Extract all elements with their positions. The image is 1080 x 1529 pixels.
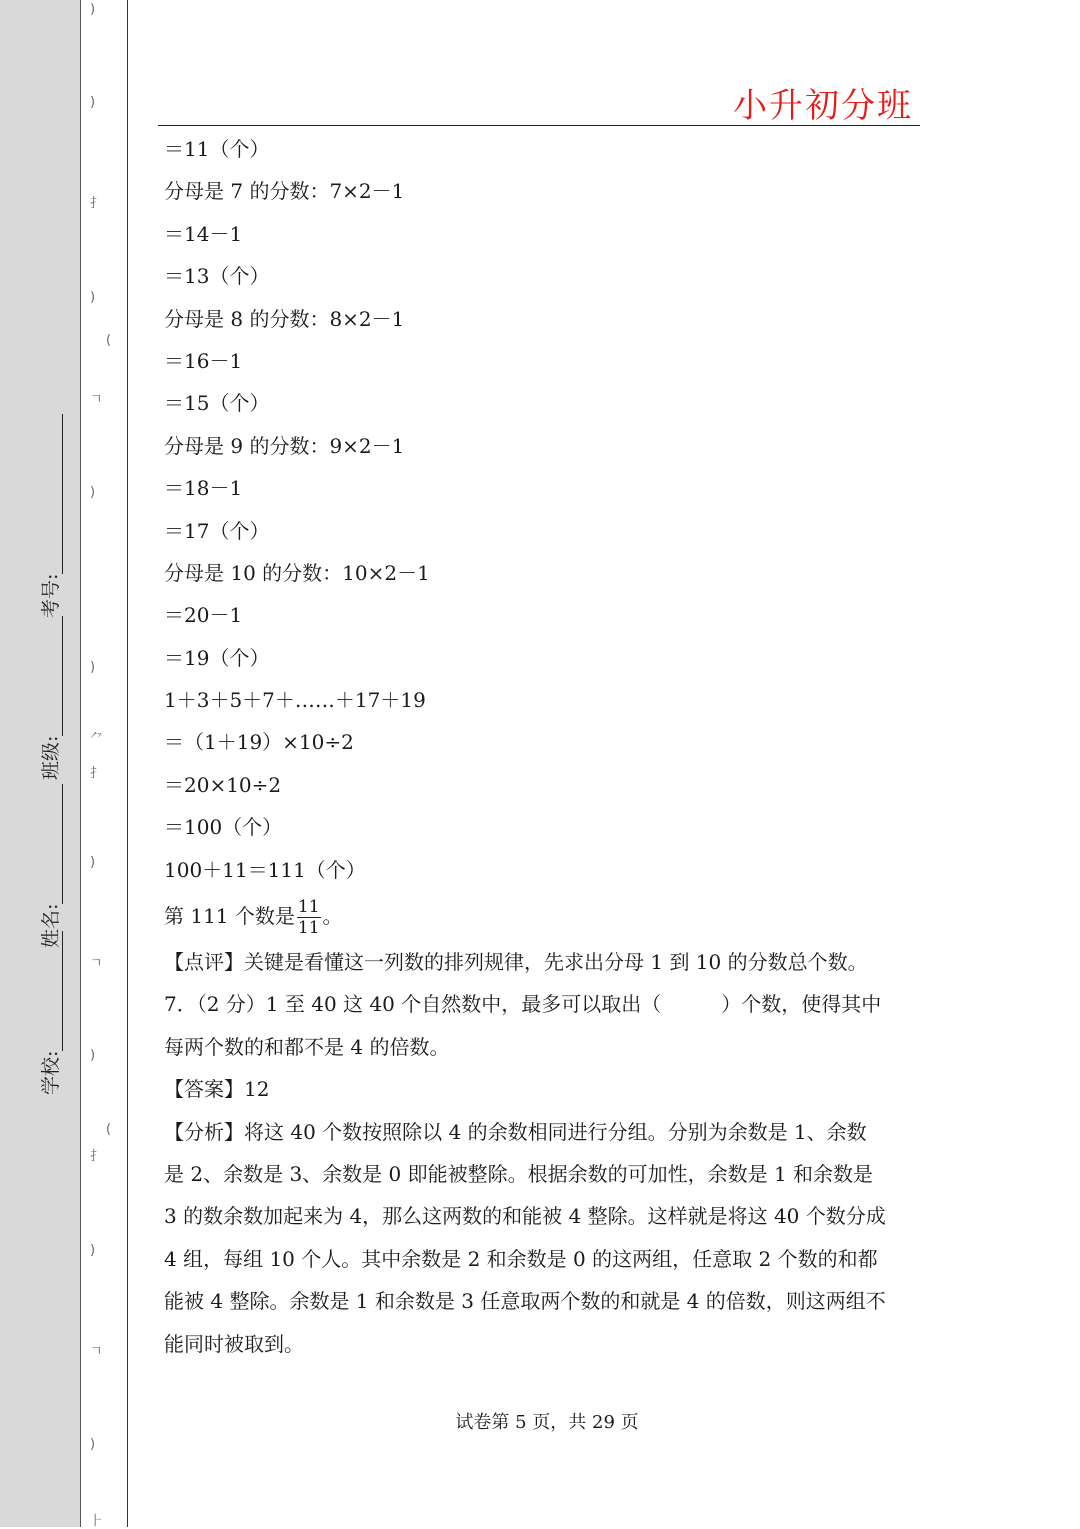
school-field — [36, 931, 63, 1095]
exam-no-label: 考号: — [40, 573, 62, 618]
seal-mark: ) — [90, 290, 96, 305]
answer-suffix: 。 — [322, 904, 343, 929]
text-line: 【答案】12 — [164, 1077, 270, 1102]
seal-mark: ⺘ — [90, 1149, 104, 1164]
text-line: ＝20－1 — [164, 603, 243, 628]
class-field — [36, 616, 63, 780]
text-line: 【点评】关键是看懂这一列数的排列规律，先求出分母 1 到 10 的分数总个数。 — [164, 950, 868, 975]
brand-title: 小升初分班 — [733, 86, 913, 126]
text-line: ＝16－1 — [164, 348, 243, 373]
seal-mark: ㄱ — [90, 1344, 103, 1359]
text-line: 100＋11＝111（个） — [164, 857, 366, 882]
binding-line — [127, 0, 128, 1527]
text-line: ＝20×10÷2 — [164, 772, 282, 797]
text-line: 是 2、余数是 3、余数是 0 即能被整除。根据余数的可加性，余数是 1 和余数是 — [164, 1161, 874, 1186]
seal-mark: ) — [90, 485, 96, 500]
text-line: 4 组，每组 10 个人。其中余数是 2 和余数是 0 的这两组，任意取 2 个数的和都 — [164, 1246, 878, 1271]
name-blank — [62, 784, 63, 904]
school-blank — [62, 931, 63, 1051]
text-line: ＝18－1 — [164, 476, 243, 501]
seal-mark: ) — [90, 95, 96, 110]
solution-steps — [164, 128, 924, 891]
answer-prefix: 第 111 个数是 — [164, 904, 295, 929]
text-line: ＝19（个） — [164, 645, 270, 670]
header-rule — [158, 125, 920, 126]
text-line: ＝100（个） — [164, 815, 283, 840]
seal-mark: ㄱ — [90, 392, 103, 407]
seal-mark: ) — [90, 2, 96, 17]
exam-no-field — [36, 414, 63, 618]
text-line: ＝11（个） — [164, 137, 270, 161]
seal-mark: ) — [90, 1048, 96, 1063]
text-line: ＝14－1 — [164, 221, 243, 246]
class-blank — [62, 616, 63, 736]
seal-mark: ㄱ — [90, 956, 103, 971]
text-line: 7．（2 分）1 至 40 这 40 个自然数中，最多可以取出（ ）个数，使得其中 — [164, 992, 882, 1017]
seal-mark: ⺘ — [90, 766, 104, 781]
name-field — [36, 784, 63, 948]
exam-no-blank — [62, 414, 63, 574]
seal-mark: ( — [106, 1122, 112, 1137]
text-line: ＝（1＋19）×10÷2 — [164, 730, 354, 755]
text-line: 能被 4 整除。余数是 1 和余数是 3 任意取两个数的和就是 4 的倍数，则这两组不 — [164, 1289, 886, 1314]
school-label: 学校: — [40, 1050, 62, 1095]
text-line: 每两个数的和都不是 4 的倍数。 — [164, 1034, 450, 1059]
text-line: 分母是 8 的分数：8×2－1 — [164, 306, 405, 331]
text-line: 分母是 10 的分数：10×2－1 — [164, 560, 430, 585]
text-line: 分母是 9 的分数：9×2－1 — [164, 433, 405, 458]
seal-mark: ) — [90, 660, 96, 675]
text-line: ＝13（个） — [164, 264, 270, 289]
seal-mark: ) — [90, 1437, 96, 1452]
page-footer: 试卷第 5 页，共 29 页 — [455, 1412, 639, 1433]
solution-content — [164, 128, 924, 1365]
text-line: ＝15（个） — [164, 391, 270, 416]
text-line: 1＋3＋5＋7＋……＋17＋19 — [164, 688, 426, 713]
text-line: 3 的数余数加起来为 4，那么这两数的和能被 4 整除。这样就是将这 40 个数分成 — [164, 1204, 886, 1229]
seal-mark: ( — [106, 333, 112, 348]
seal-mark: ⺈ — [90, 732, 104, 747]
text-line: 【分析】将这 40 个数按照除以 4 的余数相同进行分组。分别为余数是 1、余数 — [164, 1119, 867, 1144]
fraction — [297, 897, 321, 938]
seal-mark: ⺊ — [90, 1514, 104, 1529]
answer-line — [164, 891, 924, 941]
class-label: 班级: — [40, 735, 62, 780]
name-label: 姓名: — [40, 903, 62, 948]
fraction-numerator: 11 — [297, 897, 320, 918]
seal-mark: ) — [90, 1243, 96, 1258]
text-line: 分母是 7 的分数：7×2－1 — [164, 179, 405, 204]
fraction-denominator: 11 — [297, 918, 320, 939]
text-line: 能同时被取到。 — [164, 1331, 304, 1356]
text-line: ＝17（个） — [164, 518, 270, 543]
seal-mark: ⺘ — [90, 196, 104, 211]
seal-mark: ) — [90, 855, 96, 870]
question-and-analysis — [164, 941, 924, 1365]
